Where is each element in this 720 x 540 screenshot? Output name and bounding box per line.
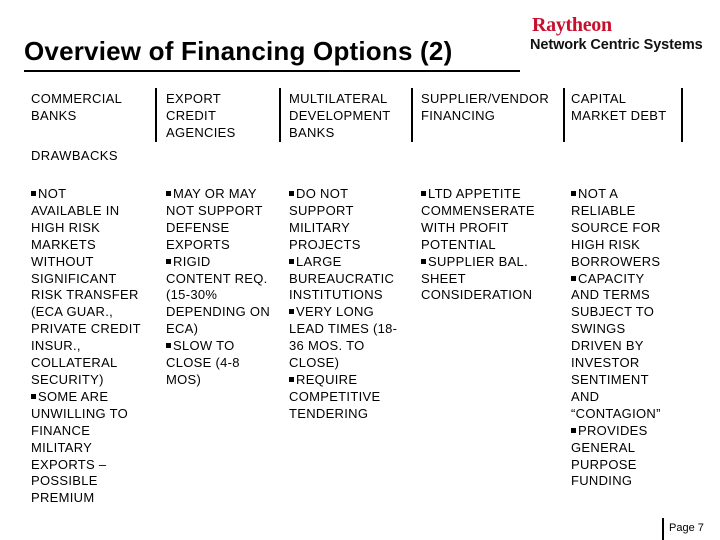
logo-brand: Raytheon: [532, 14, 612, 36]
square-bullet-icon: [166, 259, 171, 264]
square-bullet-icon: [571, 428, 576, 433]
drawback-text: CAPACITY AND TERMS SUBJECT TO SWINGS DRIVEN BY INVESTOR SENTIMENT AND “CONTAGION”: [571, 270, 661, 421]
drawback-text: MAY OR MAY NOT SUPPORT DEFENSE EXPORTS: [166, 186, 263, 252]
column-header-commercial-banks: COMMERCIAL BANKS: [31, 91, 123, 123]
square-bullet-icon: [289, 191, 294, 196]
column-divider: [563, 88, 565, 142]
drawbacks-column-multilateral-development-banks: [289, 186, 397, 423]
column-header-export-credit-agencies: EXPORT CREDIT AGENCIES: [166, 91, 236, 140]
drawbacks-column-export-credit-agencies: [166, 186, 270, 389]
drawback-text: VERY LONG LEAD TIMES (18- 36 MOS. TO CLOSE): [289, 304, 398, 371]
square-bullet-icon: [166, 343, 171, 348]
column-divider: [279, 88, 281, 142]
drawback-item: [31, 186, 141, 389]
drawback-item: [421, 186, 535, 254]
square-bullet-icon: [571, 276, 576, 281]
drawbacks-column-supplier-vendor-financing: [421, 186, 535, 304]
drawback-item: [571, 271, 661, 423]
drawback-item: [571, 423, 661, 491]
column-divider: [155, 88, 157, 142]
drawbacks-column-commercial-banks: [31, 186, 141, 507]
column-header-multilateral-development-banks: MULTILATERAL DEVELOPMENT BANKS: [289, 91, 391, 140]
drawbacks-column-capital-market-debt: [571, 186, 661, 490]
logo-subtitle: Network Centric Systems: [530, 37, 703, 53]
drawback-item: [289, 304, 397, 372]
square-bullet-icon: [31, 191, 36, 196]
drawback-text: SLOW TO CLOSE (4-8 MOS): [166, 338, 240, 387]
drawback-text: SOME ARE UNWILLING TO FINANCE MILITARY EXPORTS – POSSIBLE PREMIUM: [31, 388, 129, 506]
drawback-text: REQUIRE COMPETITIVE TENDERING: [289, 371, 381, 421]
square-bullet-icon: [421, 191, 426, 196]
square-bullet-icon: [571, 191, 576, 196]
title-underline: [24, 70, 520, 72]
drawback-item: [166, 338, 270, 389]
page-number: Page 7: [669, 522, 704, 534]
drawback-text: LARGE BUREAUCRATIC INSTITUTIONS: [289, 253, 395, 303]
square-bullet-icon: [289, 309, 294, 314]
drawback-item: [289, 254, 397, 305]
drawback-text: DO NOT SUPPORT MILITARY PROJECTS: [289, 186, 361, 252]
square-bullet-icon: [421, 259, 426, 264]
slide-title: Overview of Financing Options (2): [24, 36, 453, 66]
drawback-item: [166, 186, 270, 254]
drawback-item: [289, 372, 397, 423]
column-divider: [411, 88, 413, 142]
page-divider: [662, 518, 664, 540]
square-bullet-icon: [289, 259, 294, 264]
square-bullet-icon: [289, 377, 294, 382]
drawback-text: LTD APPETITE COMMENSERATE WITH PROFIT POTENTIAL: [421, 186, 535, 252]
raytheon-logo: [530, 14, 710, 53]
drawback-text: NOT A RELIABLE SOURCE FOR HIGH RISK BORROWERS: [571, 186, 661, 269]
square-bullet-icon: [166, 191, 171, 196]
drawback-item: [166, 254, 270, 339]
drawback-item: [421, 254, 535, 305]
drawback-item: [31, 389, 141, 507]
drawback-text: RIGID CONTENT REQ. (15-30% DEPENDING ON ECA): [166, 253, 271, 337]
column-header-capital-market-debt: CAPITAL MARKET DEBT: [571, 91, 667, 123]
square-bullet-icon: [31, 394, 36, 399]
drawback-text: NOT AVAILABLE IN HIGH RISK MARKETS WITHOUT SIGNIFICANT RISK TRANSFER (ECA GUAR., PRIVATE CREDIT INSUR., COLLATERAL SECURITY): [31, 186, 141, 387]
column-header-supplier-vendor-financing: SUPPLIER/VENDOR FINANCING: [421, 91, 550, 123]
column-divider: [681, 88, 683, 142]
drawback-text: SUPPLIER BAL. SHEET CONSIDERATION: [421, 253, 533, 303]
drawback-item: [289, 186, 397, 254]
drawback-item: [571, 186, 661, 271]
section-label-drawbacks: DRAWBACKS: [31, 148, 118, 163]
drawback-text: PROVIDES GENERAL PURPOSE FUNDING: [571, 422, 648, 489]
